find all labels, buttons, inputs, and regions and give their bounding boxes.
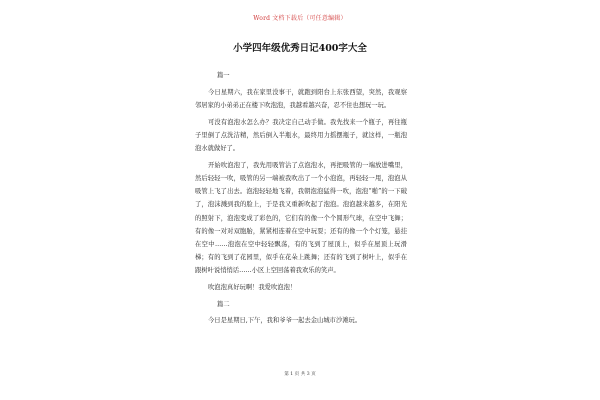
section-heading: 篇二 [217, 300, 230, 308]
paragraph: 可没有泡泡水怎么办？我决定自己动手做。我先找来一个瓶子，再往瓶子里倒了点洗洁精，然后倒入半瓶水，最终用力摇摆瓶子，就这样，一瓶泡泡水就做好了。 [195, 118, 407, 153]
download-note: Word 文档下载后（可任意编辑） [253, 15, 347, 22]
paragraph: 开始吹泡泡了，我先用吸管沾了点泡泡水，再把吸管的一端放进嘴里，然后轻轻一吹，吸管的另一端被我吹出了一个小泡泡，再轻轻一甩，泡泡从吸管上飞了出去。泡泡轻轻地飞着，我朝泡泡猛得一吹，泡泡“啪”的一下破了，泡沫溅到我的脸上，于是我又重新吹起了泡泡。泡泡越来越多，在阳光的照射下，泡泡变成了彩色的，它们有的像一个个圆形气球，在空中飞舞；有的像一对对双胞胎，紧紧相连着在空中玩耍；还有的像一个个灯笼，悬挂在空中……泡泡在空中轻轻飘荡，有的飞到了屋顶上，似乎在屋顶上玩滑梯；有的飞到了花园里，似乎在花朵上跳舞；还有的飞到了树叶上，似乎在跟树叶说悄悄话……小区上空回荡着我欢乐的笑声。 [195, 161, 407, 275]
paragraph: 吹泡泡真好玩啊！我爱吹泡泡！ [208, 284, 297, 292]
page-indicator: 第 1 页 共 3 页 [284, 372, 316, 377]
document-title: 小学四年级优秀日记400字大全 [233, 43, 367, 54]
paragraph: 今日是星期日,下午，我和爷爷一起去金山城市沙滩玩。 [208, 317, 362, 325]
document-body [195, 69, 407, 328]
section-heading: 篇一 [217, 72, 230, 79]
paragraph: 今日星期六，我在家里没事干，就跑到阳台上东张西望，突然，我观察邻居家的小弟弟正在楼下吹泡泡，我越看越兴奋，忍不住也想玩一玩。 [195, 88, 407, 109]
